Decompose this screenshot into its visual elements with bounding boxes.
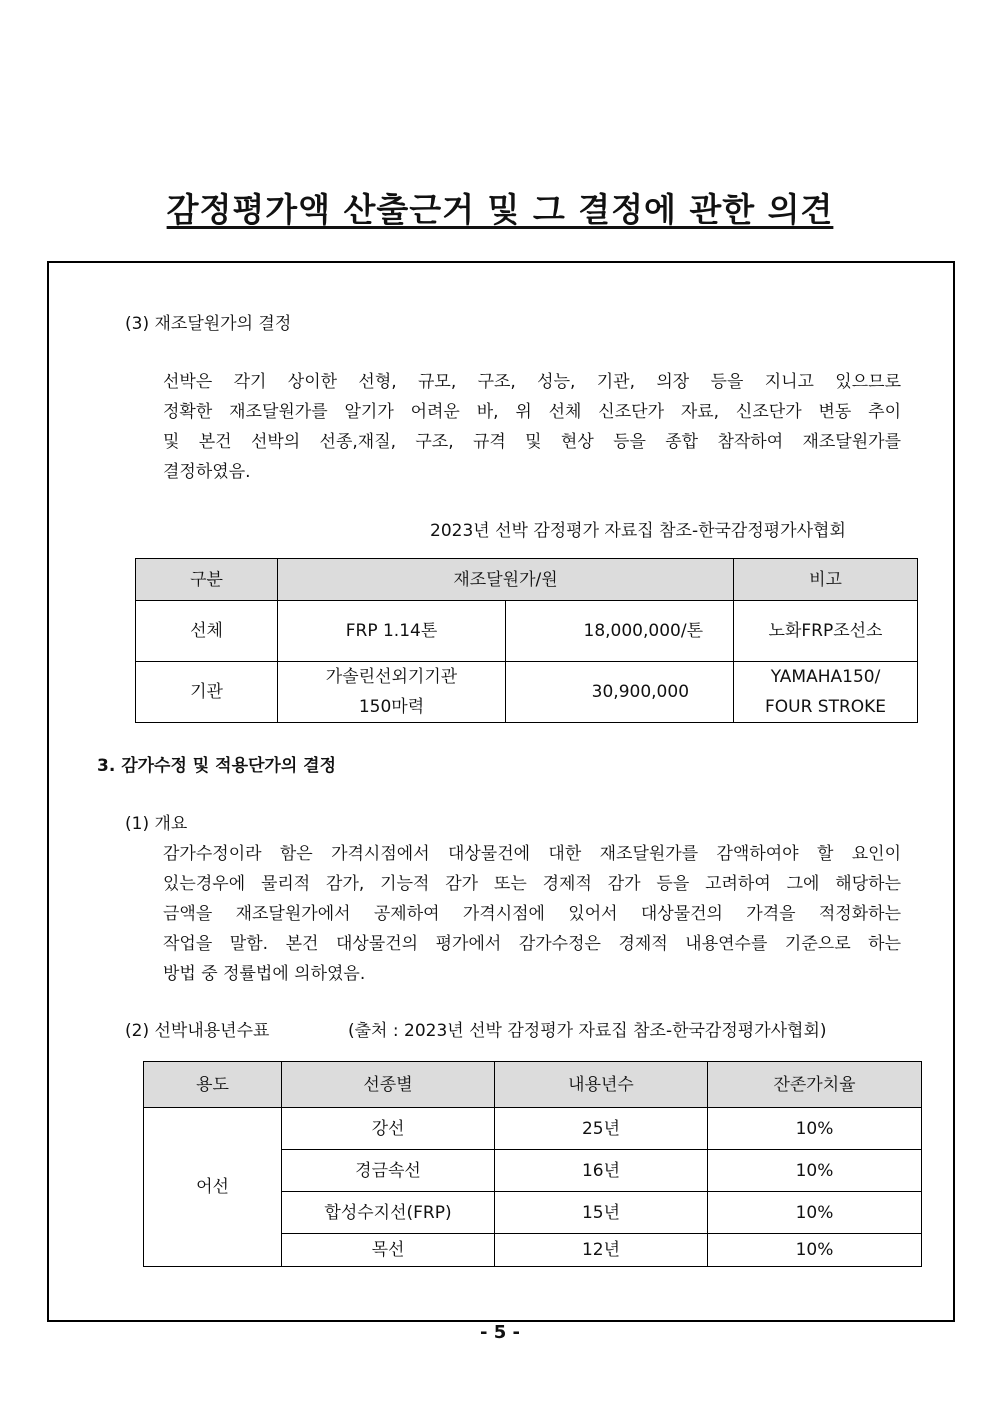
cell-category: 선체 xyxy=(136,601,278,662)
header-replacement-cost: 재조달원가/원 xyxy=(278,559,734,601)
cell-ship-type: 경금속선 xyxy=(282,1150,495,1192)
cell-spec: FRP 1.14톤 xyxy=(278,601,506,662)
table-row xyxy=(136,662,918,723)
paragraph-line: 감가수정이라 함은 가격시점에서 대상물건에 대한 재조달원가를 감액하여야 할 요인이 xyxy=(163,844,901,864)
table-header-row xyxy=(136,559,918,601)
paragraph-line: 결정하였음. xyxy=(163,462,251,482)
header-residual-rate: 잔존가치율 xyxy=(708,1062,922,1108)
section-3-3-heading: (3) 재조달원가의 결정 xyxy=(125,314,292,334)
paragraph-line: 작업을 말함. 본건 대상물건의 평가에서 감가수정은 경제적 내용연수를 기준으로 하는 xyxy=(163,934,901,954)
cell-ship-type: 합성수지선(FRP) xyxy=(282,1192,495,1234)
depreciation-paragraph xyxy=(163,839,901,989)
cell-price: 18,000,000/톤 xyxy=(506,601,734,662)
cell-spec-line: 가솔린선외기기관 xyxy=(325,667,458,687)
cell-ship-type: 목선 xyxy=(282,1234,495,1267)
cell-spec-line: 150마력 xyxy=(358,697,425,717)
table-header-row xyxy=(144,1062,922,1108)
cell-useful-life: 25년 xyxy=(495,1108,708,1150)
cell-note xyxy=(734,662,918,723)
paragraph-line: 선박은 각기 상이한 선형, 규모, 구조, 성능, 기관, 의장 등을 지니고 있으므로 xyxy=(163,372,901,392)
cell-category: 기관 xyxy=(136,662,278,723)
life-table-source-note: (출처 : 2023년 선박 감정평가 자료집 참조-한국감정평가사협회) xyxy=(348,1021,827,1041)
header-ship-type: 선종별 xyxy=(282,1062,495,1108)
section-3-heading: 3. 감가수정 및 적용단가의 결정 xyxy=(97,756,337,776)
table-row xyxy=(144,1108,922,1150)
cell-usage: 어선 xyxy=(144,1108,282,1267)
paragraph-line: 정확한 재조달원가를 알기가 어려운 바, 위 선체 신조단가 자료, 신조단가 변동 추이 xyxy=(163,402,901,422)
cell-note: 노화FRP조선소 xyxy=(734,601,918,662)
section-3-2-heading: (2) 선박내용년수표 xyxy=(125,1021,270,1041)
header-useful-life: 내용년수 xyxy=(495,1062,708,1108)
cell-useful-life: 12년 xyxy=(495,1234,708,1267)
cost-source-note: 2023년 선박 감정평가 자료집 참조-한국감정평가사협회 xyxy=(430,521,846,541)
cell-residual-rate: 10% xyxy=(708,1234,922,1267)
cell-spec xyxy=(278,662,506,723)
cell-ship-type: 강선 xyxy=(282,1108,495,1150)
cell-useful-life: 16년 xyxy=(495,1150,708,1192)
table-row xyxy=(136,601,918,662)
paragraph-line: 있는경우에 물리적 감가, 기능적 감가 또는 경제적 감가 등을 고려하여 그에 해당하는 xyxy=(163,874,901,894)
header-usage: 용도 xyxy=(144,1062,282,1108)
replacement-cost-table xyxy=(135,558,918,723)
paragraph-line: 및 본건 선박의 선종,재질, 구조, 규격 및 현상 등을 종합 참작하여 재조달원가를 xyxy=(163,432,901,452)
cell-residual-rate: 10% xyxy=(708,1108,922,1150)
cell-note-line: YAMAHA150/ xyxy=(770,667,881,687)
section-3-1-heading: (1) 개요 xyxy=(125,814,188,834)
header-category: 구분 xyxy=(136,559,278,601)
header-note: 비고 xyxy=(734,559,918,601)
replacement-cost-paragraph xyxy=(163,367,901,487)
cell-note-line: FOUR STROKE xyxy=(764,697,887,717)
paragraph-line: 방법 중 정률법에 의하였음. xyxy=(163,964,366,984)
ship-life-table xyxy=(143,1061,922,1267)
page-number: - 5 - xyxy=(480,1322,520,1343)
cell-residual-rate: 10% xyxy=(708,1150,922,1192)
cell-price: 30,900,000 xyxy=(506,662,734,723)
page-title-text: 감정평가액 산출근거 및 그 결정에 관한 의견 xyxy=(166,190,834,229)
paragraph-line: 금액을 재조달원가에서 공제하여 가격시점에 있어서 대상물건의 가격을 적정화하는 xyxy=(163,904,901,924)
cell-residual-rate: 10% xyxy=(708,1192,922,1234)
cell-useful-life: 15년 xyxy=(495,1192,708,1234)
page-title xyxy=(0,184,1000,231)
